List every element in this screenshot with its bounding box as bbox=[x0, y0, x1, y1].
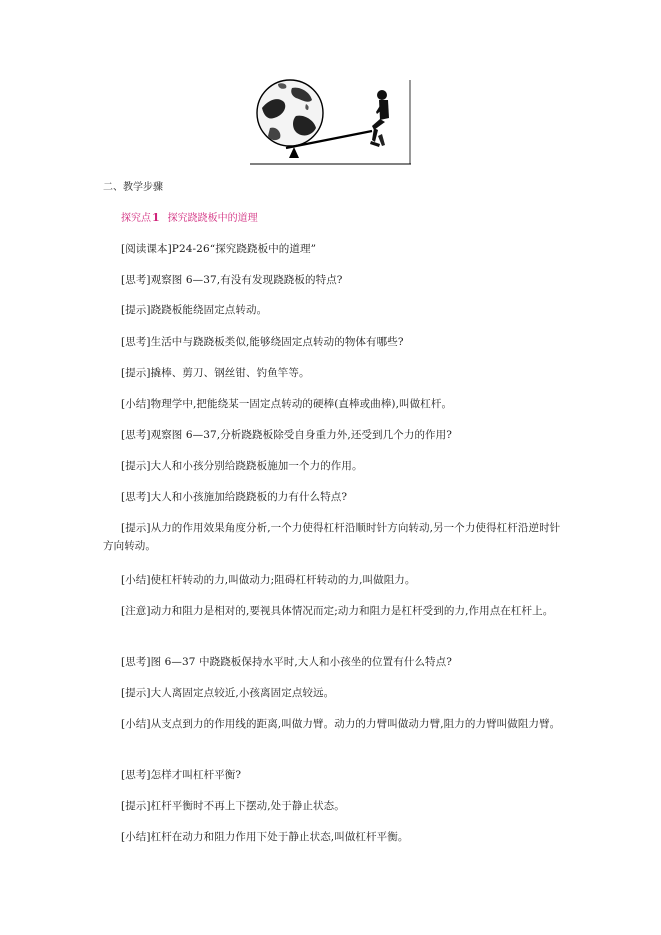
paragraph-think-6: [思考]怎样才叫杠杆平衡? bbox=[121, 769, 242, 781]
paragraph-hint-2: [提示]撬棒、剪刀、钢丝钳、钓鱼竿等。 bbox=[121, 367, 310, 379]
paragraph-reading: [阅读课本]P24-26“探究跷跷板中的道理” bbox=[121, 243, 317, 255]
paragraph-summary-1: [小结]物理学中,把能绕某一固定点转动的硬棒(直棒或曲棒),叫做杠杆。 bbox=[121, 398, 453, 410]
paragraph-think-5: [思考]图 6—37 中跷跷板保持水平时,大人和小孩坐的位置有什么特点? bbox=[121, 656, 452, 668]
paragraph-hint-6: [提示]杠杆平衡时不再上下摆动,处于静止状态。 bbox=[121, 800, 345, 812]
section-heading: 二、教学步骤 bbox=[103, 182, 163, 193]
paragraph-think-1: [思考]观察图 6—37,有没有发现跷跷板的特点? bbox=[121, 274, 343, 286]
topic-label: 探究点 bbox=[121, 213, 151, 224]
topic-title: 探究跷跷板中的道理 bbox=[167, 213, 258, 224]
topic-heading bbox=[121, 211, 258, 226]
seesaw-globe-illustration bbox=[248, 78, 413, 166]
paragraph-hint-4: [提示]从力的作用效果角度分析,一个力使得杠杆沿顺时针方向转动,另一个力使得杠杆沿逆时针方向转动。 bbox=[103, 522, 561, 552]
paragraph-hint-3: [提示]大人和小孩分别给跷跷板施加一个力的作用。 bbox=[121, 460, 363, 472]
paragraph-think-3: [思考]观察图 6—37,分析跷跷板除受自身重力外,还受到几个力的作用? bbox=[121, 429, 452, 441]
paragraph-hint-1: [提示]跷跷板能绕固定点转动。 bbox=[121, 304, 268, 316]
paragraph-think-2: [思考]生活中与跷跷板类似,能够绕固定点转动的物体有哪些? bbox=[121, 336, 404, 348]
paragraph-hint-5: [提示]大人离固定点较近,小孩离固定点较远。 bbox=[121, 687, 335, 699]
paragraph-summary-3: [小结]从支点到力的作用线的距离,叫做力臂。动力的力臂叫做动力臂,阻力的力臂叫做阻力臂。 bbox=[121, 718, 561, 730]
paragraph-think-4: [思考]大人和小孩施加给跷跷板的力有什么特点? bbox=[121, 491, 348, 503]
paragraph-summary-2: [小结]使杠杆转动的力,叫做动力;阻碍杠杆转动的力,叫做阻力。 bbox=[121, 574, 416, 586]
topic-number: 1 bbox=[152, 211, 160, 224]
paragraph-note: [注意]动力和阻力是相对的,要视具体情况而定;动力和阻力是杠杆受到的力,作用点在杠杆上。 bbox=[121, 605, 554, 617]
paragraph-summary-4: [小结]杠杆在动力和阻力作用下处于静止状态,叫做杠杆平衡。 bbox=[121, 831, 409, 843]
